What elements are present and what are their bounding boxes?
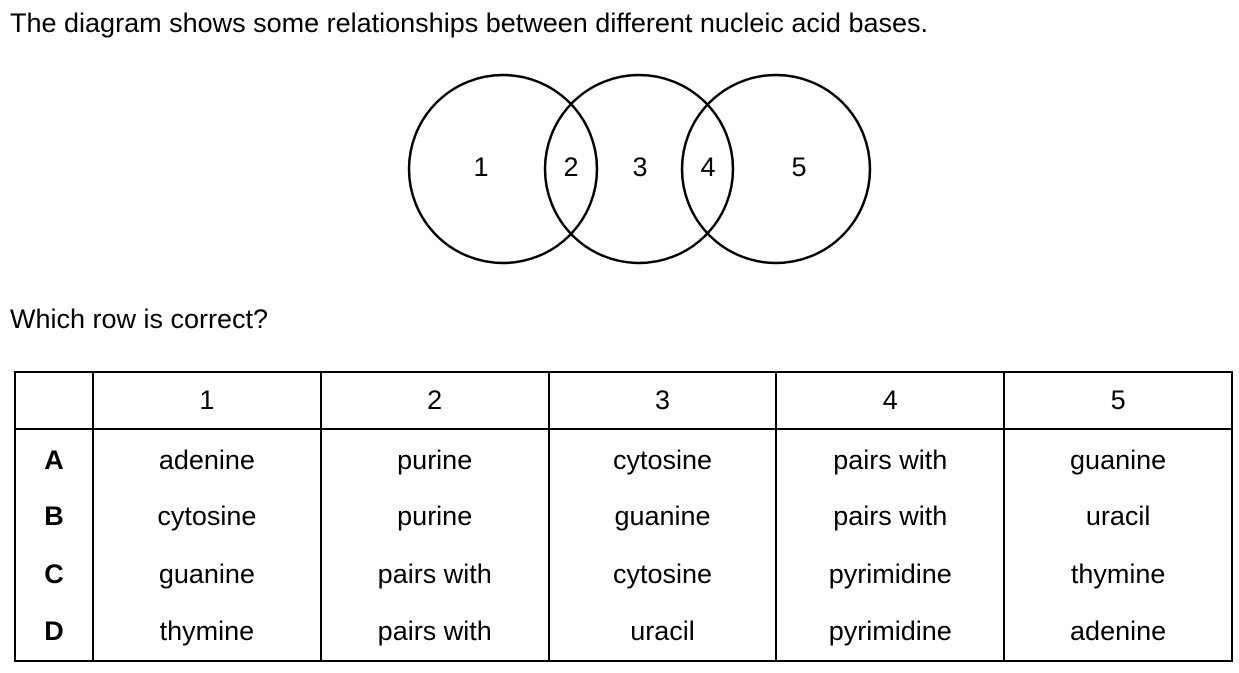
table-cell: adenine (1004, 603, 1232, 661)
table-cell: pyrimidine (776, 603, 1004, 661)
table-header-col-2: 2 (321, 372, 549, 429)
row-letter-c: C (44, 558, 64, 589)
table-cell: pairs with (321, 545, 549, 603)
table-header-col-5: 5 (1004, 372, 1232, 429)
table-cell: adenine (93, 429, 321, 487)
table-header-row (15, 372, 1232, 429)
table-header-col-4: 4 (776, 372, 1004, 429)
table-header-col-3: 3 (549, 372, 777, 429)
table-cell: purine (321, 429, 549, 487)
venn-region-label-5: 5 (791, 152, 807, 182)
row-letter-a: A (44, 445, 64, 475)
table-row (15, 545, 1232, 603)
table-cell: pairs with (776, 487, 1004, 545)
row-letter-d: D (44, 616, 64, 646)
table-cell: guanine (549, 487, 777, 545)
table-cell: purine (321, 487, 549, 545)
table-cell: pairs with (776, 429, 1004, 487)
table-cell: guanine (93, 545, 321, 603)
table-cell: pyrimidine (776, 545, 1004, 603)
table-cell: cytosine (549, 429, 777, 487)
table-row (15, 603, 1232, 661)
venn-region-label-3: 3 (632, 152, 648, 182)
table-header-blank (15, 372, 93, 429)
table-row (15, 487, 1232, 545)
question-text: Which row is correct? (10, 304, 269, 334)
table-cell: uracil (549, 603, 777, 661)
venn-diagram (0, 0, 1239, 300)
table-row (15, 429, 1232, 487)
table-header-col-1: 1 (93, 372, 321, 429)
table-cell: guanine (1004, 429, 1232, 487)
table-cell: thymine (1004, 545, 1232, 603)
venn-region-label-4: 4 (700, 152, 716, 182)
table-cell: cytosine (549, 545, 777, 603)
answer-table (14, 371, 1233, 662)
table-cell: cytosine (93, 487, 321, 545)
venn-region-label-2: 2 (563, 152, 579, 182)
table-cell: uracil (1004, 487, 1232, 545)
row-letter-b: B (44, 500, 64, 531)
venn-region-label-1: 1 (473, 152, 489, 182)
table-cell: thymine (93, 603, 321, 661)
table-cell: pairs with (321, 603, 549, 661)
intro-text: The diagram shows some relationships between different nucleic acid bases. (10, 8, 928, 38)
